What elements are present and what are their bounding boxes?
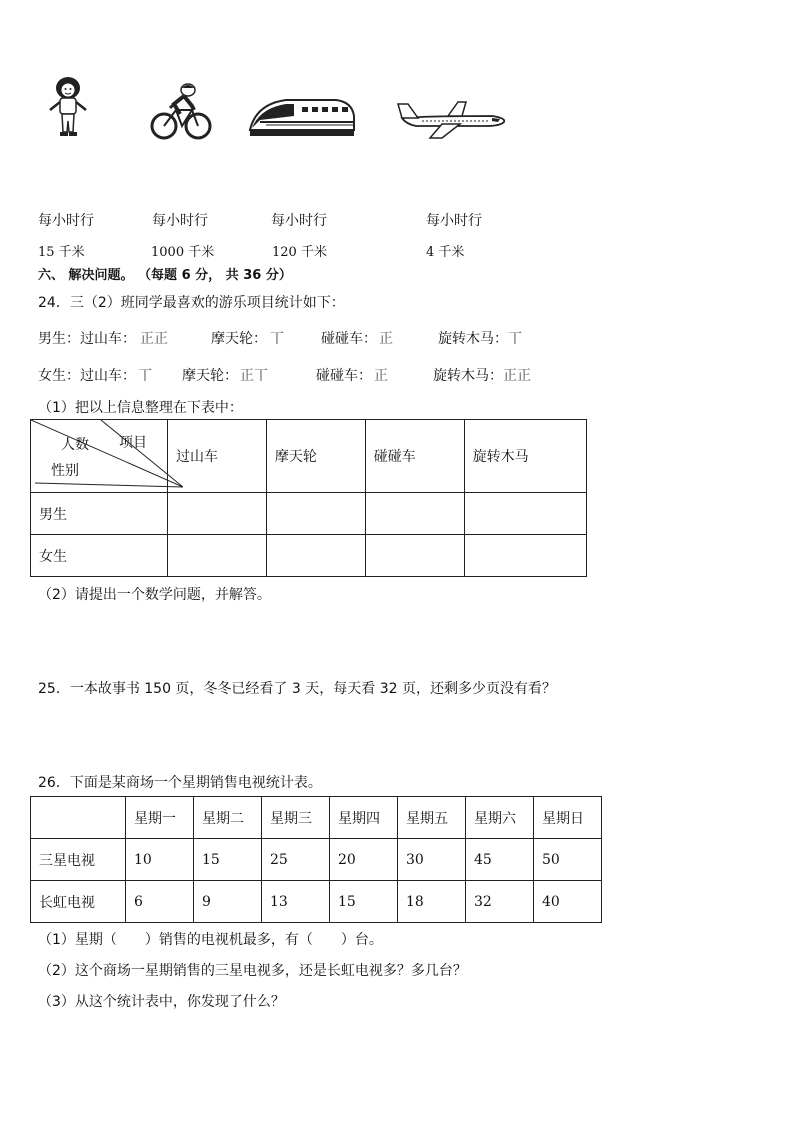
q24-boys-tally: 正 [379, 331, 393, 347]
q24-girls-item-name: 过山车： [80, 368, 136, 384]
cyclist-icon [150, 80, 212, 142]
corner-people-label: 人数 [61, 437, 89, 453]
q24-row-label: 女生 [31, 535, 168, 577]
q26-header-cell: 星期日 [534, 797, 602, 839]
q24-boys-tally: 正正 [140, 331, 168, 347]
section-title: 六、 解决问题。 （每题 6 分， 共 36 分） [38, 268, 292, 283]
q26-value-cell: 15 [330, 881, 398, 923]
q24-girls-item-name: 旋转木马： [433, 368, 503, 384]
q26-value-cell: 32 [466, 881, 534, 923]
q24-boys-item-name: 碰碰车： [321, 331, 377, 347]
q26-value-cell: 50 [534, 839, 602, 881]
q24-girls-label: 女生： [38, 368, 80, 384]
q25-text: 25．一本故事书 150 页，冬冬已经看了 3 天，每天看 32 页，还剩多少页没有看？ [38, 681, 556, 697]
q24-table [30, 419, 587, 577]
q24-boys-item-name: 摩天轮： [211, 331, 267, 347]
answer-cell[interactable] [168, 535, 267, 577]
answer-cell[interactable] [168, 493, 267, 535]
q24-intro: 24．三（2）班同学最喜欢的游乐项目统计如下： [38, 295, 345, 311]
q24-girls-tally: 正丅 [240, 368, 268, 384]
q24-row-label: 男生 [31, 493, 168, 535]
q26-intro: 26．下面是某商场一个星期销售电视统计表。 [38, 775, 322, 791]
q24-girls-item-name: 摩天轮： [182, 368, 238, 384]
q24-sub2: （2）请提出一个数学问题，并解答。 [38, 587, 271, 603]
girl-speed-caption-line1: 每小时行 [38, 213, 94, 229]
corner-diagonal-lines [31, 420, 183, 493]
q24-girls-tally: 正 [374, 368, 388, 384]
q24-boys-tally: 丅 [508, 331, 522, 347]
q26-sub3: （3）从这个统计表中，你发现了什么？ [38, 994, 285, 1010]
q26-header-cell: 星期三 [262, 797, 330, 839]
q26-value-cell: 18 [398, 881, 466, 923]
q24-boys-item-name: 旋转木马： [438, 331, 508, 347]
q26-header-cell: 星期一 [126, 797, 194, 839]
airplane-speed-value: 4 千米 [426, 245, 465, 260]
q24-boys-label: 男生： [38, 331, 80, 347]
answer-cell[interactable] [266, 493, 365, 535]
q24-header-cell: 过山车 [168, 420, 267, 493]
airplane-icon [396, 100, 508, 140]
q26-sub2: （2）这个商场一星期销售的三星电视多，还是长虹电视多？多几台？ [38, 963, 467, 979]
q24-girls-item-name: 碰碰车： [316, 368, 372, 384]
q26-value-cell: 30 [398, 839, 466, 881]
q26-header-cell: 星期六 [466, 797, 534, 839]
q26-value-cell: 25 [262, 839, 330, 881]
girl-walking-icon [44, 74, 92, 138]
answer-cell[interactable] [365, 493, 464, 535]
cyclist-speed-caption-line1: 每小时行 [152, 213, 208, 229]
q26-value-cell: 13 [262, 881, 330, 923]
q26-sub1: （1）星期（ ）销售的电视机最多，有（ ）台。 [38, 932, 383, 948]
q26-table [30, 796, 602, 923]
q26-header-cell: 星期二 [194, 797, 262, 839]
airplane-speed-caption-line1: 每小时行 [426, 213, 482, 229]
corner-gender-label: 性别 [51, 463, 79, 479]
q26-row-label: 长虹电视 [31, 881, 126, 923]
corner-item-label: 项目 [119, 435, 147, 451]
q24-header-cell: 碰碰车 [365, 420, 464, 493]
answer-cell[interactable] [266, 535, 365, 577]
cyclist-speed-value: 1000 千米 [151, 245, 215, 260]
q24-sub1: （1）把以上信息整理在下表中： [38, 400, 243, 416]
q24-girls-tally: 丅 [138, 368, 152, 384]
q24-header-cell: 摩天轮 [266, 420, 365, 493]
answer-cell[interactable] [464, 535, 586, 577]
corner-header-cell [31, 420, 168, 493]
answer-cell[interactable] [464, 493, 586, 535]
answer-cell[interactable] [365, 535, 464, 577]
train-speed-caption-line1: 每小时行 [271, 213, 327, 229]
q26-header-cell: 星期四 [330, 797, 398, 839]
q24-boys-tally: 丅 [270, 331, 284, 347]
q26-value-cell: 10 [126, 839, 194, 881]
q24-girls-tally: 正正 [503, 368, 531, 384]
q26-row-label: 三星电视 [31, 839, 126, 881]
q24-header-cell: 旋转木马 [464, 420, 586, 493]
q26-value-cell: 40 [534, 881, 602, 923]
q24-boys-item-name: 过山车： [80, 331, 136, 347]
girl-speed-value: 15 千米 [38, 245, 85, 260]
q26-value-cell: 15 [194, 839, 262, 881]
train-speed-value: 120 千米 [272, 245, 327, 260]
q26-value-cell: 9 [194, 881, 262, 923]
q26-value-cell: 6 [126, 881, 194, 923]
q26-header-cell: 星期五 [398, 797, 466, 839]
train-icon [246, 94, 358, 140]
q26-value-cell: 45 [466, 839, 534, 881]
q26-value-cell: 20 [330, 839, 398, 881]
q26-corner-cell [31, 797, 126, 839]
